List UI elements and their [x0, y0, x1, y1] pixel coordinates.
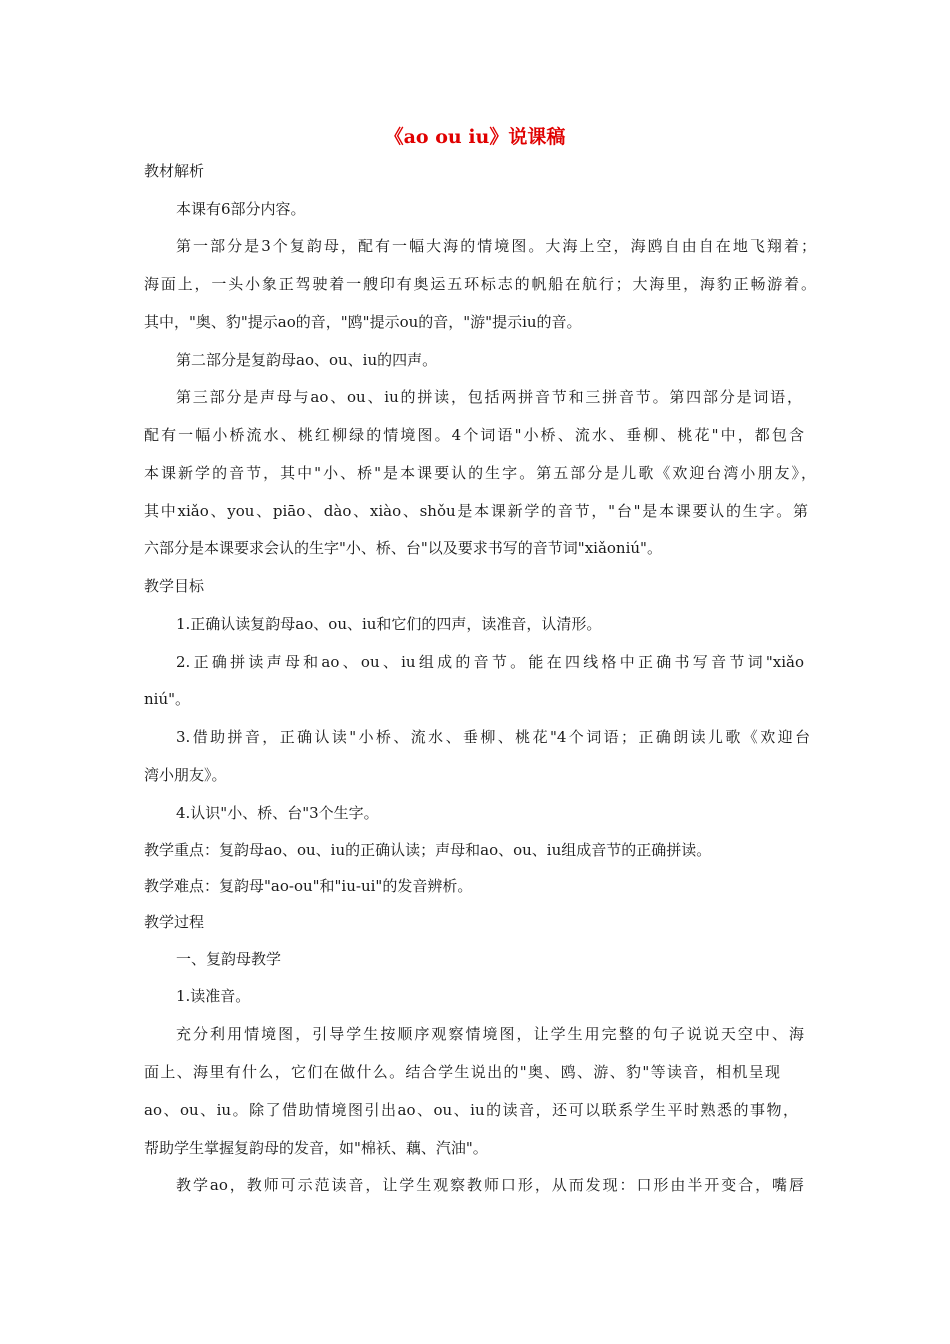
objective-item: niú"。: [144, 690, 191, 708]
section-heading: 教学过程: [144, 913, 205, 931]
paragraph-line: 本课有6部分内容。: [176, 200, 306, 218]
paragraph-line: 其中，"奥、豹"提示ao的音，"鸥"提示ou的音，"游"提示iu的音。: [144, 313, 582, 331]
key-point: 教学重点：复韵母ao、ou、iu的正确认读；声母和ao、ou、iu组成音节的正确拼读。: [144, 841, 712, 859]
paragraph-line: 本课新学的音节，其中"小、桥"是本课要认的生字。第五部分是儿歌《欢迎台湾小朋友》，: [144, 464, 816, 482]
paragraph-line: 配有一幅小桥流水、桃红柳绿的情境图。4个词语"小桥、流水、垂柳、桃花"中，都包含: [144, 426, 804, 444]
document-title: 《ao ou iu》说课稿: [384, 126, 566, 148]
paragraph-line: 海面上，一头小象正驾驶着一艘印有奥运五环标志的帆船在航行；大海里，海豹正畅游着。: [144, 275, 816, 293]
paragraph-line: 第三部分是声母与ao、ou、iu的拼读，包括两拼音节和三拼音节。第四部分是词语，: [176, 388, 802, 406]
subsection-heading: 一、复韵母教学: [176, 950, 282, 968]
section-heading: 教学目标: [144, 577, 205, 595]
paragraph-line: 教学ao，教师可示范读音，让学生观察教师口形，从而发现：口形由半开变合，嘴唇: [176, 1176, 804, 1194]
objective-item: 1.正确认读复韵母ao、ou、iu和它们的四声，读准音，认清形。: [176, 615, 602, 633]
difficult-point: 教学难点：复韵母"ao-ou"和"iu-ui"的发音辨析。: [144, 877, 473, 895]
objective-item: 2.正确拼读声母和ao、ou、iu组成的音节。能在四线格中正确书写音节词"xiǎo: [176, 653, 804, 671]
paragraph-line: 充分利用情境图，引导学生按顺序观察情境图，让学生用完整的句子说说天空中、海: [176, 1025, 804, 1043]
subsection-heading: 1.读准音。: [176, 987, 251, 1005]
objective-item: 4.认识"小、桥、台"3个生字。: [176, 804, 379, 822]
paragraph-line: ao、ou、iu。除了借助情境图引出ao、ou、iu的读音，还可以联系学生平时熟悉的事物，: [144, 1101, 798, 1119]
paragraph-line: 其中xiǎo、you、piāo、dào、xiào、shǒu是本课新学的音节，"台"是本课要认的生字。第: [144, 502, 808, 520]
objective-item: 3.借助拼音，正确认读"小桥、流水、垂柳、桃花"4个词语；正确朗读儿歌《欢迎台: [176, 728, 810, 746]
paragraph-line: 帮助学生掌握复韵母的发音，如"棉袄、藕、汽油"。: [144, 1139, 488, 1157]
paragraph-line: 第一部分是3个复韵母，配有一幅大海的情境图。大海上空，海鸥自由自在地飞翔着；: [176, 237, 816, 255]
paragraph-line: 六部分是本课要求会认的生字"小、桥、台"以及要求书写的音节词"xiǎoniú"。: [144, 539, 662, 557]
paragraph-line: 第二部分是复韵母ao、ou、iu的四声。: [176, 351, 438, 369]
objective-item: 湾小朋友》。: [144, 766, 227, 784]
paragraph-line: 面上、海里有什么，它们在做什么。结合学生说出的"奥、鸥、游、豹"等读音，相机呈现: [144, 1063, 780, 1081]
section-heading: 教材解析: [144, 162, 205, 180]
